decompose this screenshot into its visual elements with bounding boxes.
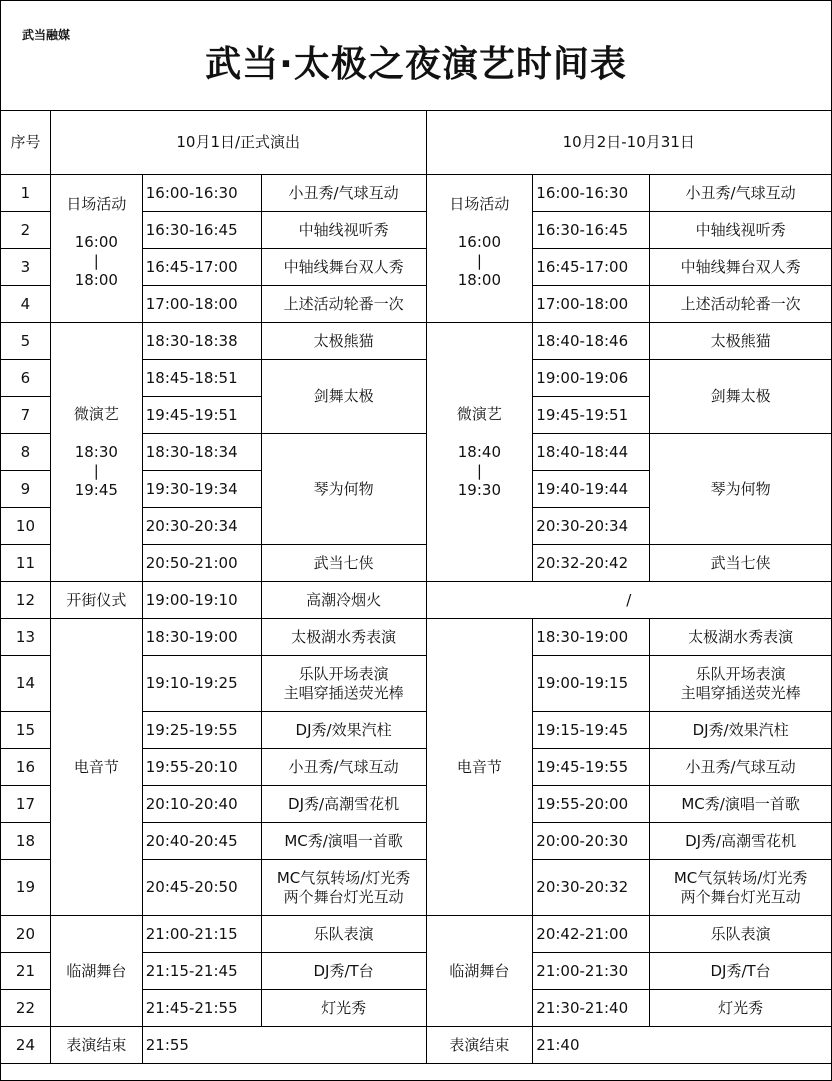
group-end: 19:30 [457, 480, 501, 499]
group-sep: | [93, 461, 99, 480]
program-cell: 小丑秀/气球互动 [261, 175, 426, 212]
time-cell: 19:00-19:06 [533, 360, 650, 397]
program-line: 乐队开场表演 [298, 664, 389, 683]
time-cell: 21:00-21:30 [533, 953, 650, 990]
time-cell: 19:45-19:51 [533, 397, 650, 434]
program-cell: 乐队表演 [261, 916, 426, 953]
time-cell: 17:00-18:00 [533, 286, 650, 323]
header-row [1, 111, 832, 175]
time-cell: 20:40-20:45 [142, 823, 261, 860]
time-cell: 20:32-20:42 [533, 545, 650, 582]
program-line: 主唱穿插送荧光棒 [680, 683, 801, 702]
program-cell: 小丑秀/气球互动 [261, 749, 426, 786]
time-cell: 20:45-20:50 [142, 860, 261, 916]
row-number: 5 [1, 323, 51, 360]
row-number: 12 [1, 582, 51, 619]
group-end: 18:00 [74, 271, 118, 289]
row-number: 24 [1, 1027, 51, 1064]
row-number: 6 [1, 360, 51, 397]
time-cell: 20:30-20:34 [533, 508, 650, 545]
row-number: 20 [1, 916, 51, 953]
group-start: 18:40 [457, 442, 501, 461]
program-cell [650, 656, 832, 712]
group-name: 微演艺 [73, 404, 119, 423]
program-cell: DJ秀/T台 [650, 953, 832, 990]
table-row [1, 916, 832, 953]
time-cell: 19:55-20:10 [142, 749, 261, 786]
time-cell: 20:42-21:00 [533, 916, 650, 953]
time-cell: 16:00-16:30 [142, 175, 261, 212]
program-cell: 中轴线视听秀 [650, 212, 832, 249]
group-name: 日场活动 [66, 195, 127, 213]
row-number: 13 [1, 619, 51, 656]
program-cell: 高潮冷烟火 [261, 582, 426, 619]
group-end: 18:00 [457, 271, 501, 289]
program-line: MC气氛转场/灯光秀 [673, 868, 808, 887]
program-cell [261, 860, 426, 916]
group-day-2 [426, 175, 533, 323]
time-cell: 18:30-18:38 [142, 323, 261, 360]
program-cell: 剑舞太极 [261, 360, 426, 434]
group-end-2: 表演结束 [426, 1027, 533, 1064]
time-cell: 19:25-19:55 [142, 712, 261, 749]
time-cell: 21:00-21:15 [142, 916, 261, 953]
group-start: 16:00 [74, 233, 118, 251]
program-cell: 剑舞太极 [650, 360, 832, 434]
time-cell: 21:30-21:40 [533, 990, 650, 1027]
group-edm-1: 电音节 [50, 619, 142, 916]
time-cell: 18:40-18:44 [533, 434, 650, 471]
time-cell: 21:45-21:55 [142, 990, 261, 1027]
program-cell: 小丑秀/气球互动 [650, 175, 832, 212]
group-micro-2 [426, 323, 533, 582]
program-cell: 上述活动轮番一次 [261, 286, 426, 323]
program-cell: 太极熊猫 [650, 323, 832, 360]
row-number: 8 [1, 434, 51, 471]
program-cell: 上述活动轮番一次 [650, 286, 832, 323]
group-sep: | [476, 461, 482, 480]
watermark: 武当融媒 [22, 28, 71, 42]
time-cell: 18:40-18:46 [533, 323, 650, 360]
time-cell: 20:30-20:34 [142, 508, 261, 545]
time-cell: 19:30-19:34 [142, 471, 261, 508]
program-cell: 中轴线舞台双人秀 [650, 249, 832, 286]
program-cell: DJ秀/高潮雪花机 [650, 823, 832, 860]
program-cell: 琴为何物 [650, 434, 832, 545]
program-cell: MC秀/演唱一首歌 [261, 823, 426, 860]
time-cell: 19:10-19:25 [142, 656, 261, 712]
row-number: 19 [1, 860, 51, 916]
time-cell: 17:00-18:00 [142, 286, 261, 323]
time-cell: 20:30-20:32 [533, 860, 650, 916]
program-cell: 中轴线舞台双人秀 [261, 249, 426, 286]
program-line: 主唱穿插送荧光棒 [283, 683, 404, 702]
row-number: 17 [1, 786, 51, 823]
program-cell: MC秀/演唱一首歌 [650, 786, 832, 823]
program-cell: 太极熊猫 [261, 323, 426, 360]
row-number: 4 [1, 286, 51, 323]
time-cell: 20:50-21:00 [142, 545, 261, 582]
program-cell: DJ秀/T台 [261, 953, 426, 990]
program-line: MC气氛转场/灯光秀 [276, 868, 411, 887]
time-cell: 21:15-21:45 [142, 953, 261, 990]
time-cell: 19:00-19:15 [533, 656, 650, 712]
time-cell: 16:45-17:00 [533, 249, 650, 286]
group-end-1: 表演结束 [50, 1027, 142, 1064]
time-cell: 18:45-18:51 [142, 360, 261, 397]
group-day-1 [50, 175, 142, 323]
header-seq: 序号 [1, 111, 51, 175]
program-cell: 灯光秀 [261, 990, 426, 1027]
program-line: 两个舞台灯光互动 [283, 887, 404, 906]
row-number: 15 [1, 712, 51, 749]
page-title: 武当·太极之夜演艺时间表 [205, 44, 627, 85]
time-cell: 16:00-16:30 [533, 175, 650, 212]
program-cell: 乐队表演 [650, 916, 832, 953]
group-name: 微演艺 [456, 404, 502, 423]
row-number: 18 [1, 823, 51, 860]
group-start: 18:30 [74, 442, 118, 461]
header-period-1: 10月1日/正式演出 [50, 111, 426, 175]
row-number: 16 [1, 749, 51, 786]
group-end: 19:45 [74, 480, 118, 499]
row-number: 21 [1, 953, 51, 990]
program-cell: 太极湖水秀表演 [261, 619, 426, 656]
program-cell: DJ秀/效果汽柱 [261, 712, 426, 749]
time-cell: 19:45-19:55 [533, 749, 650, 786]
group-lake-1: 临湖舞台 [50, 916, 142, 1027]
group-edm-2: 电音节 [426, 619, 533, 916]
group-street: 开街仪式 [50, 582, 142, 619]
row-number: 1 [1, 175, 51, 212]
program-line: 两个舞台灯光互动 [680, 887, 801, 906]
program-cell: DJ秀/效果汽柱 [650, 712, 832, 749]
program-cell: 灯光秀 [650, 990, 832, 1027]
row-number: 2 [1, 212, 51, 249]
time-cell: 19:40-19:44 [533, 471, 650, 508]
end-time-cell: 21:40 [533, 1027, 832, 1064]
table-row [1, 323, 832, 360]
program-cell: 琴为何物 [261, 434, 426, 545]
time-cell: 20:00-20:30 [533, 823, 650, 860]
table-row [1, 1027, 832, 1064]
program-cell: 中轴线视听秀 [261, 212, 426, 249]
row-number: 9 [1, 471, 51, 508]
time-cell: 19:45-19:51 [142, 397, 261, 434]
time-cell: 20:10-20:40 [142, 786, 261, 823]
program-cell: 武当七侠 [261, 545, 426, 582]
schedule-table [0, 110, 832, 1064]
time-cell: 18:30-19:00 [142, 619, 261, 656]
group-micro-1 [50, 323, 142, 582]
table-row [1, 175, 832, 212]
program-cell: 太极湖水秀表演 [650, 619, 832, 656]
group-start: 16:00 [457, 233, 501, 251]
group-lake-2: 临湖舞台 [426, 916, 533, 1027]
program-line: 乐队开场表演 [695, 664, 786, 683]
time-cell: 18:30-18:34 [142, 434, 261, 471]
time-cell: 16:45-17:00 [142, 249, 261, 286]
row-number: 10 [1, 508, 51, 545]
time-cell: 16:30-16:45 [533, 212, 650, 249]
group-sep: | [476, 252, 482, 270]
row-number: 11 [1, 545, 51, 582]
program-cell: DJ秀/高潮雪花机 [261, 786, 426, 823]
end-time-cell: 21:55 [142, 1027, 426, 1064]
time-cell: 18:30-19:00 [533, 619, 650, 656]
row-number: 14 [1, 656, 51, 712]
program-cell [261, 656, 426, 712]
row-number: 22 [1, 990, 51, 1027]
time-cell: 16:30-16:45 [142, 212, 261, 249]
table-row [1, 582, 832, 619]
group-sep: | [93, 252, 99, 270]
program-cell: 武当七侠 [650, 545, 832, 582]
group-name: 日场活动 [449, 195, 510, 213]
time-cell: 19:15-19:45 [533, 712, 650, 749]
not-applicable-cell: / [426, 582, 832, 619]
table-row [1, 619, 832, 656]
program-cell [650, 860, 832, 916]
time-cell: 19:55-20:00 [533, 786, 650, 823]
row-number: 7 [1, 397, 51, 434]
header-period-2: 10月2日-10月31日 [426, 111, 832, 175]
program-cell: 小丑秀/气球互动 [650, 749, 832, 786]
row-number: 3 [1, 249, 51, 286]
time-cell: 19:00-19:10 [142, 582, 261, 619]
